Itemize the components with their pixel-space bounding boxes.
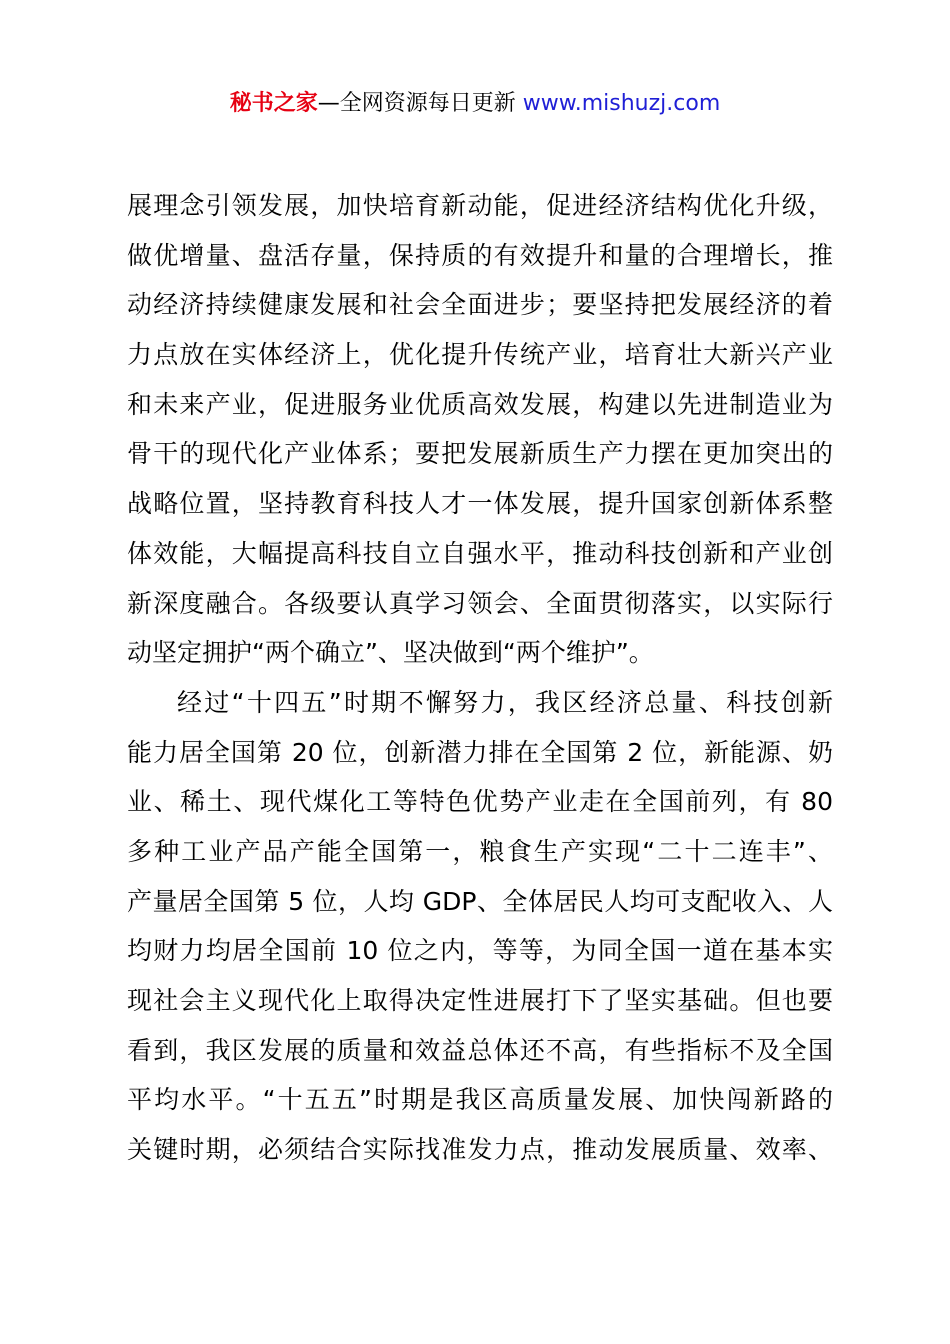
text-line: 均财力均居全国前 10 位之内，等等，为同全国一道在基本实 [127, 936, 833, 966]
text-line: 经过“十四五”时期不懈努力，我区经济总量、科技创新 [177, 687, 833, 717]
text-line: 展理念引领发展，加快培育新动能，促进经济结构优化升级， [127, 191, 833, 220]
header-tagline: —全网资源每日更新 [317, 91, 523, 116]
text-line: 业、稀土、现代煤化工等特色优势产业走在全国前列，有 80 [127, 787, 833, 817]
text-line: 骨干的现代化产业体系；要把发展新质生产力摆在更加突出的 [127, 439, 833, 469]
header-url-link[interactable]: www.mishuzj.com [522, 91, 721, 116]
text-line: 体效能，大幅提高科技自立自强水平，推动科技创新和产业创 [127, 538, 833, 568]
text-line: 力点放在实体经济上，优化提升传统产业，培育壮大新兴产业 [127, 340, 833, 370]
text-line: 做优增量、盘活存量，保持质的有效提升和量的合理增长，推 [127, 240, 833, 270]
page-header [0, 88, 950, 120]
text-line: 平均水平。“十五五”时期是我区高质量发展、加快闯新路的 [127, 1085, 833, 1115]
header-brand: 秘书之家 [229, 91, 318, 116]
text-line: 能力居全国第 20 位，创新潜力排在全国第 2 位，新能源、奶 [127, 737, 833, 767]
text-line: 现社会主义现代化上取得决定性进展打下了坚实基础。但也要 [127, 986, 833, 1015]
text-line: 战略位置，坚持教育科技人才一体发展，提升国家创新体系整 [127, 489, 833, 519]
text-line: 关键时期，必须结合实际找准发力点，推动发展质量、效率、 [127, 1135, 833, 1165]
text-line: 看到，我区发展的质量和效益总体还不高，有些指标不及全国 [127, 1035, 833, 1065]
document-body [127, 181, 833, 1175]
text-line: 多种工业产品产能全国第一，粮食生产实现“二十二连丰”、 [127, 836, 833, 866]
text-line: 产量居全国第 5 位，人均 GDP、全体居民人均可支配收入、人 [127, 886, 833, 916]
text-line: 动经济持续健康发展和社会全面进步；要坚持把发展经济的着 [127, 290, 833, 320]
text-line: 动坚定拥护“两个确立”、坚决做到“两个维护”。 [127, 638, 654, 668]
text-line: 和未来产业，促进服务业优质高效发展，构建以先进制造业为 [127, 389, 833, 419]
text-line: 新深度融合。各级要认真学习领会、全面贯彻落实，以实际行 [127, 588, 833, 618]
